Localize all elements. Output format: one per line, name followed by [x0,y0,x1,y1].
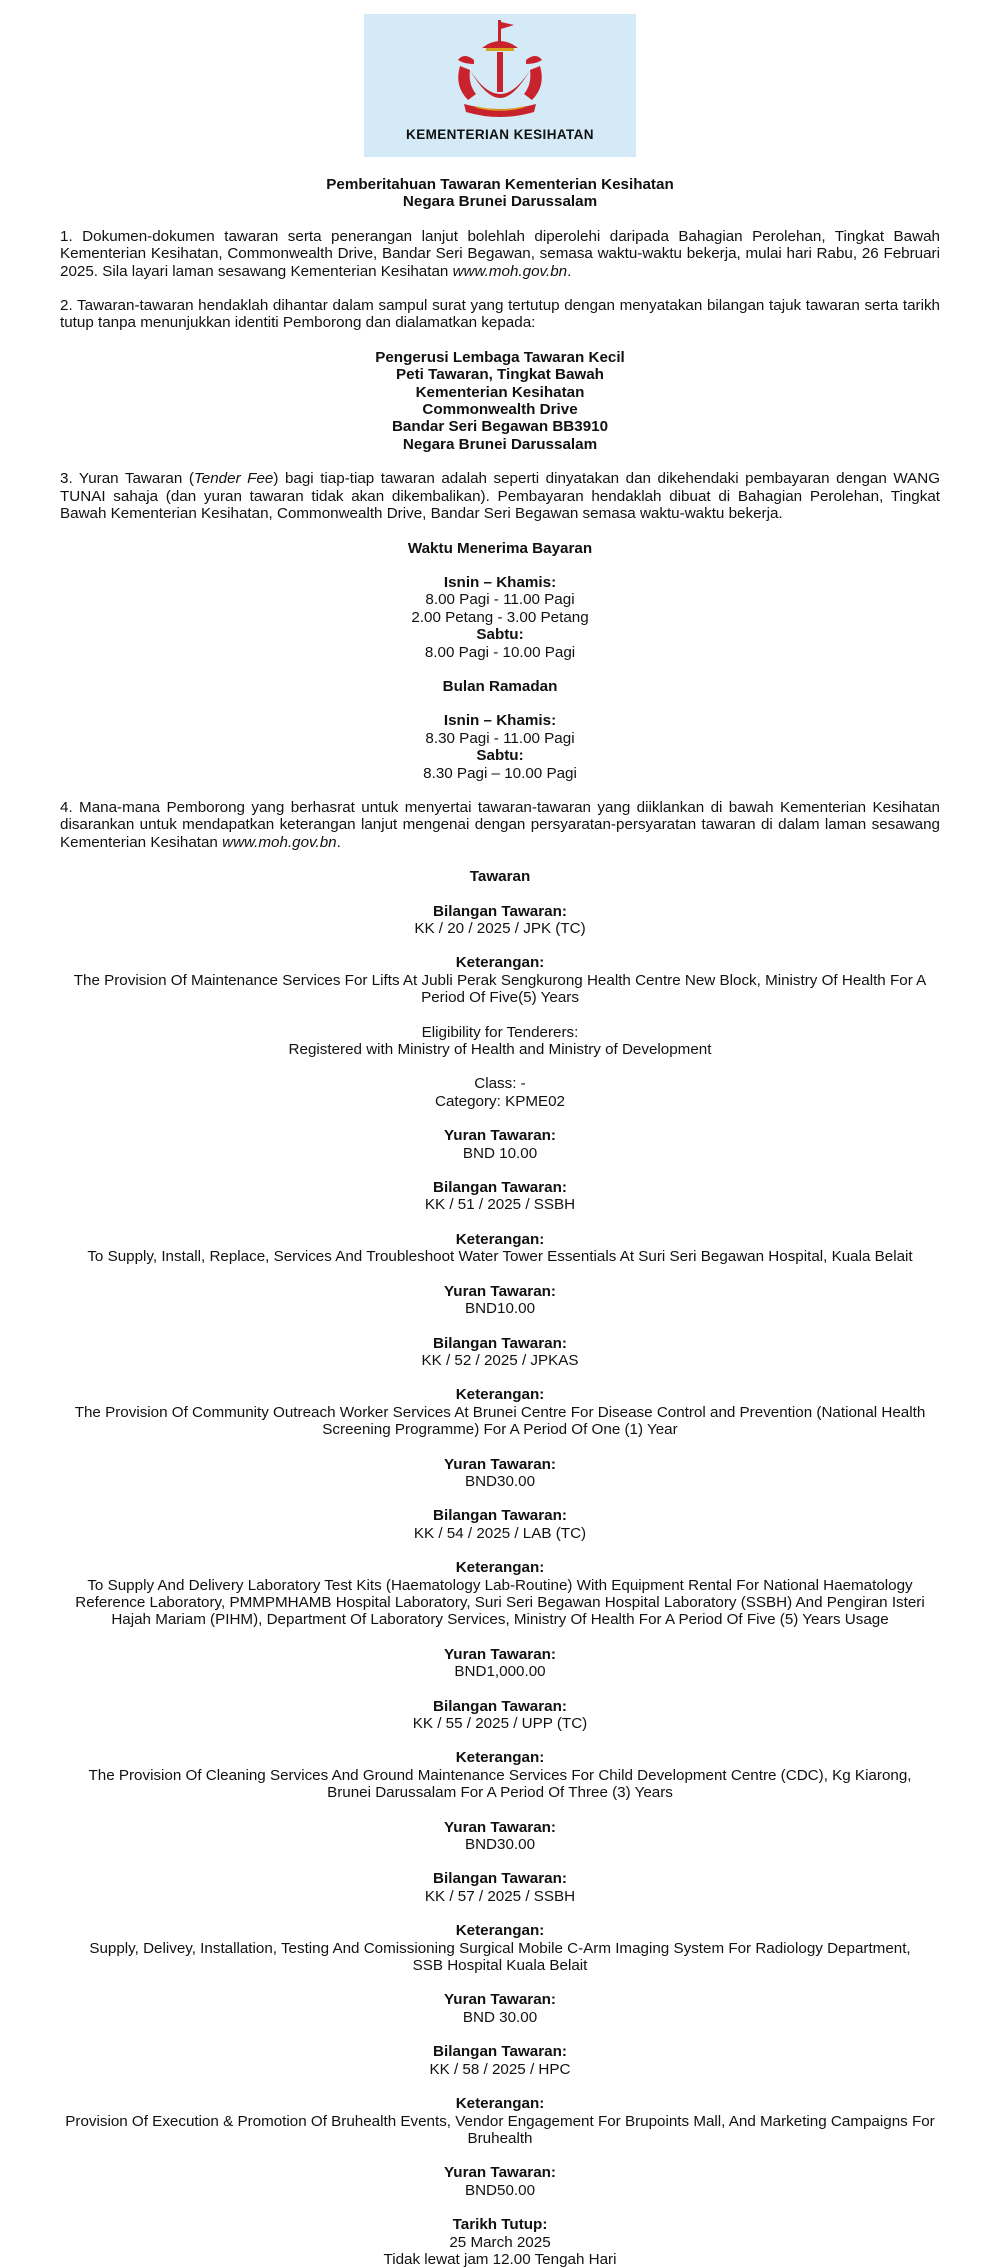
tender-item: Bilangan Tawaran: KK / 52 / 2025 / JPKAS Keterangan: The Provision Of Community Outreach Worker Services At Brunei Centre For Disease Control and Prevention (National Health Screening Programme) For A Period Of One (1) Year Yuran Tawaran: BND30.00 [60,1335,940,1491]
moh-website-link[interactable]: www.moh.gov.bn [452,262,568,280]
paragraph-3: 3. Yuran Tawaran (Tender Fee) bagi tiap-tiap tawaran adalah seperti dinyatakan dan dikehendaki pembayaran dengan WANG TUNAI sahaja (dan yuran tawaran tidak akan dikembalikan). Pembayaran hendaklah dibuat di Bahagian Perolehan, Tingkat Bawah Kementerian Kesihatan, Commonwealth Drive, Bandar Seri Begawan semasa waktu-waktu bekerja. [60,470,941,523]
tender-fee: BND30.00 [464,1836,536,1854]
tender-description: SSB Hospital Kuala Belait [412,1957,588,1975]
tender-item: Bilangan Tawaran: KK / 57 / 2025 / SSBH Keterangan: Supply, Delivey, Installation, Testing And Comissioning Surgical Mobile C-Arm Imaging System For Radiology Department, SSB Hospital Kuala Belait Yuran Tawaran: BND 30.00 [60,1870,940,2026]
paragraph-1: 1. Dokumen-dokumen tawaran serta penerangan lanjut bolehlah diperolehi daripada Bahagian Perolehan, Tingkat Bawah Kementerian Kesihatan, Commonwealth Drive, Bandar Seri Begawan, semasa waktu-waktu bekerja, mulai hari Rabu, 26 Februari 2025. Sila layari laman sesawang Kementerian Kesihatan www.moh.gov.bn. [60,227,940,280]
tender-fee: BND1,000.00 [454,1663,546,1681]
tender-description: Supply, Delivey, Installation, Testing And Comissioning Surgical Mobile C-Arm Imaging System For Radiology Department, [89,1939,911,1957]
tender-item: Bilangan Tawaran: KK / 20 / 2025 / JPK (TC) Keterangan: The Provision Of Maintenance Services For Lifts At Jubli Perak Sengkurong Health Centre New Block, Ministry Of Health For A Period Of Five(5) Years Eligibility for Tenderers: Registered with Ministry of Health and Ministry of Development Class: - Category: KPME02 Yuran Tawaran: BND 10.00 [60,903,940,1162]
tender-fee: BND 30.00 [462,2008,538,2026]
tender-fee: BND50.00 [464,2181,536,2199]
tender-item: Bilangan Tawaran: KK / 58 / 2025 / HPC Keterangan: Provision Of Execution & Promotion Of Bruhealth Events, Vendor Engagement For Brupoints Mall, And Marketing Campaigns For Bruhealth Yuran Tawaran: BND50.00 [60,2043,940,2199]
tender-number: KK / 51 / 2025 / SSBH [424,1196,576,1214]
tender-item: Bilangan Tawaran: KK / 54 / 2025 / LAB (TC) Keterangan: To Supply And Delivery Laboratory Test Kits (Haematology Lab-Routine) With Equipment Rental For National Haematology Reference Laboratory, PMMPMHAMB Hospital Laboratory, Suri Seri Begawan Hospital Laboratory (SSBH) And Pengiran Isteri Hajah Mariam (PIHM), Department Of Laboratory Services, Ministry Of Health For A Period Of Five (5) Years Usage Yuran Tawaran: BND1,000.00 [60,1507,940,1680]
tender-fee: BND10.00 [464,1300,536,1318]
payment-heading: Waktu Menerima Bayaran [407,539,593,557]
tender-item: Bilangan Tawaran: KK / 51 / 2025 / SSBH Keterangan: To Supply, Install, Replace, Services And Troubleshoot Water Tower Essentials At Suri Seri Begawan Hospital, Kuala Belait Yuran Tawaran: BND10.00 [60,1179,940,1317]
paragraph-4: 4. Mana-mana Pemborong yang berhasrat untuk menyertai tawaran-tawaran yang diiklankan di bawah Kementerian Kesihatan disarankan untuk mendapatkan keterangan lanjut mengenai dengan persyaratan-persyaratan tawaran di dalam laman sesawang Kementerian Kesihatan www.moh.gov.bn. [60,798,940,851]
logo-text: KEMENTERIAN KESIHATAN [406,127,594,142]
notice-title-line-2: Negara Brunei Darussalam [402,193,598,211]
tender-number: KK / 57 / 2025 / SSBH [424,1887,576,1905]
closing-date: Tarikh Tutup: 25 March 2025 Tidak lewat jam 12.00 Tengah Hari [383,2216,617,2268]
tender-description: Provision Of Execution & Promotion Of Bruhealth Events, Vendor Engagement For Brupoints Mall, And Marketing Campaigns For Bruhealth [65,2112,935,2147]
tender-number: KK / 55 / 2025 / UPP (TC) [412,1715,588,1732]
tender-fee: BND 10.00 [462,1144,538,1162]
tender-description: The Provision Of Maintenance Services For Lifts At Jubli Perak Sengkurong Health Centre New Block, Ministry Of Health For A Period Of Five(5) Years [73,971,927,1007]
tender-notice [60,176,940,2268]
tender-description: The Provision Of Community Outreach Worker Services At Brunei Centre For Disease Control and Prevention (National Health Screening Programme) For A Period Of One (1) Year [74,1403,926,1439]
tender-description: To Supply And Delivery Laboratory Test Kits (Haematology Lab-Routine) With Equipment Rental For National Haematology Reference Laboratory, PMMPMHAMB Hospital Laboratory, Suri Seri Begawan Hospital Laboratory (SSBH) And Pengiran Isteri Hajah Mariam (PIHM), Department Of Laboratory Services, Ministry Of Health For A Period Of Five (5) Years Usage [75,1576,925,1629]
tender-fee: BND30.00 [464,1472,536,1490]
ministry-logo [364,14,636,157]
notice-title-line-1: Pemberitahuan Tawaran Kementerian Kesihatan [326,176,674,193]
tender-number: KK / 52 / 2025 / JPKAS [421,1351,579,1369]
payment-hours: Waktu Menerima Bayaran Isnin – Khamis: 8.00 Pagi - 11.00 Pagi 2.00 Petang - 3.00 Petang Sabtu: 8.00 Pagi - 10.00 Pagi Bulan Ramadan Isnin – Khamis: 8.30 Pagi - 11.00 Pagi Sabtu: 8.30 Pagi – 10.00 Pagi [60,540,940,782]
tender-number: KK / 58 / 2025 / HPC [429,2060,571,2078]
paragraph-2: 2. Tawaran-tawaran hendaklah dihantar dalam sampul surat yang tertutup dengan menyatakan bilangan tajuk tawaran serta tarikh tutup tanpa menunjukkan identiti Pemborong dan dialamatkan kepada: [60,297,940,332]
tender-description: To Supply, Install, Replace, Services And Troubleshoot Water Tower Essentials At Suri Seri Begawan Hospital, Kuala Belait [87,1248,913,1266]
moh-website-link[interactable]: www.moh.gov.bn [222,833,337,851]
tender-number: KK / 54 / 2025 / LAB (TC) [413,1524,587,1542]
tenders-heading: Tawaran [469,868,531,886]
tender-description: Brunei Darussalam For A Period Of Three (3) Years [327,1784,673,1802]
tender-number: KK / 20 / 2025 / JPK (TC) [414,920,586,937]
tender-description: The Provision Of Cleaning Services And Ground Maintenance Services For Child Development Centre (CDC), Kg Kiarong, [88,1766,912,1784]
tender-item: Bilangan Tawaran: KK / 55 / 2025 / UPP (TC) Keterangan: The Provision Of Cleaning Services And Ground Maintenance Services For Child Development Centre (CDC), Kg Kiarong, Brunei Darussalam For A Period Of Three (3) Years Yuran Tawaran: BND30.00 [60,1698,940,1854]
submission-address: Pengerusi Lembaga Tawaran Kecil Peti Tawaran, Tingkat Bawah Kementerian Kesihatan Commonwealth Drive Bandar Seri Begawan BB3910 Negara Brunei Darussalam [375,348,625,453]
ramadan-heading: Bulan Ramadan [442,677,558,695]
